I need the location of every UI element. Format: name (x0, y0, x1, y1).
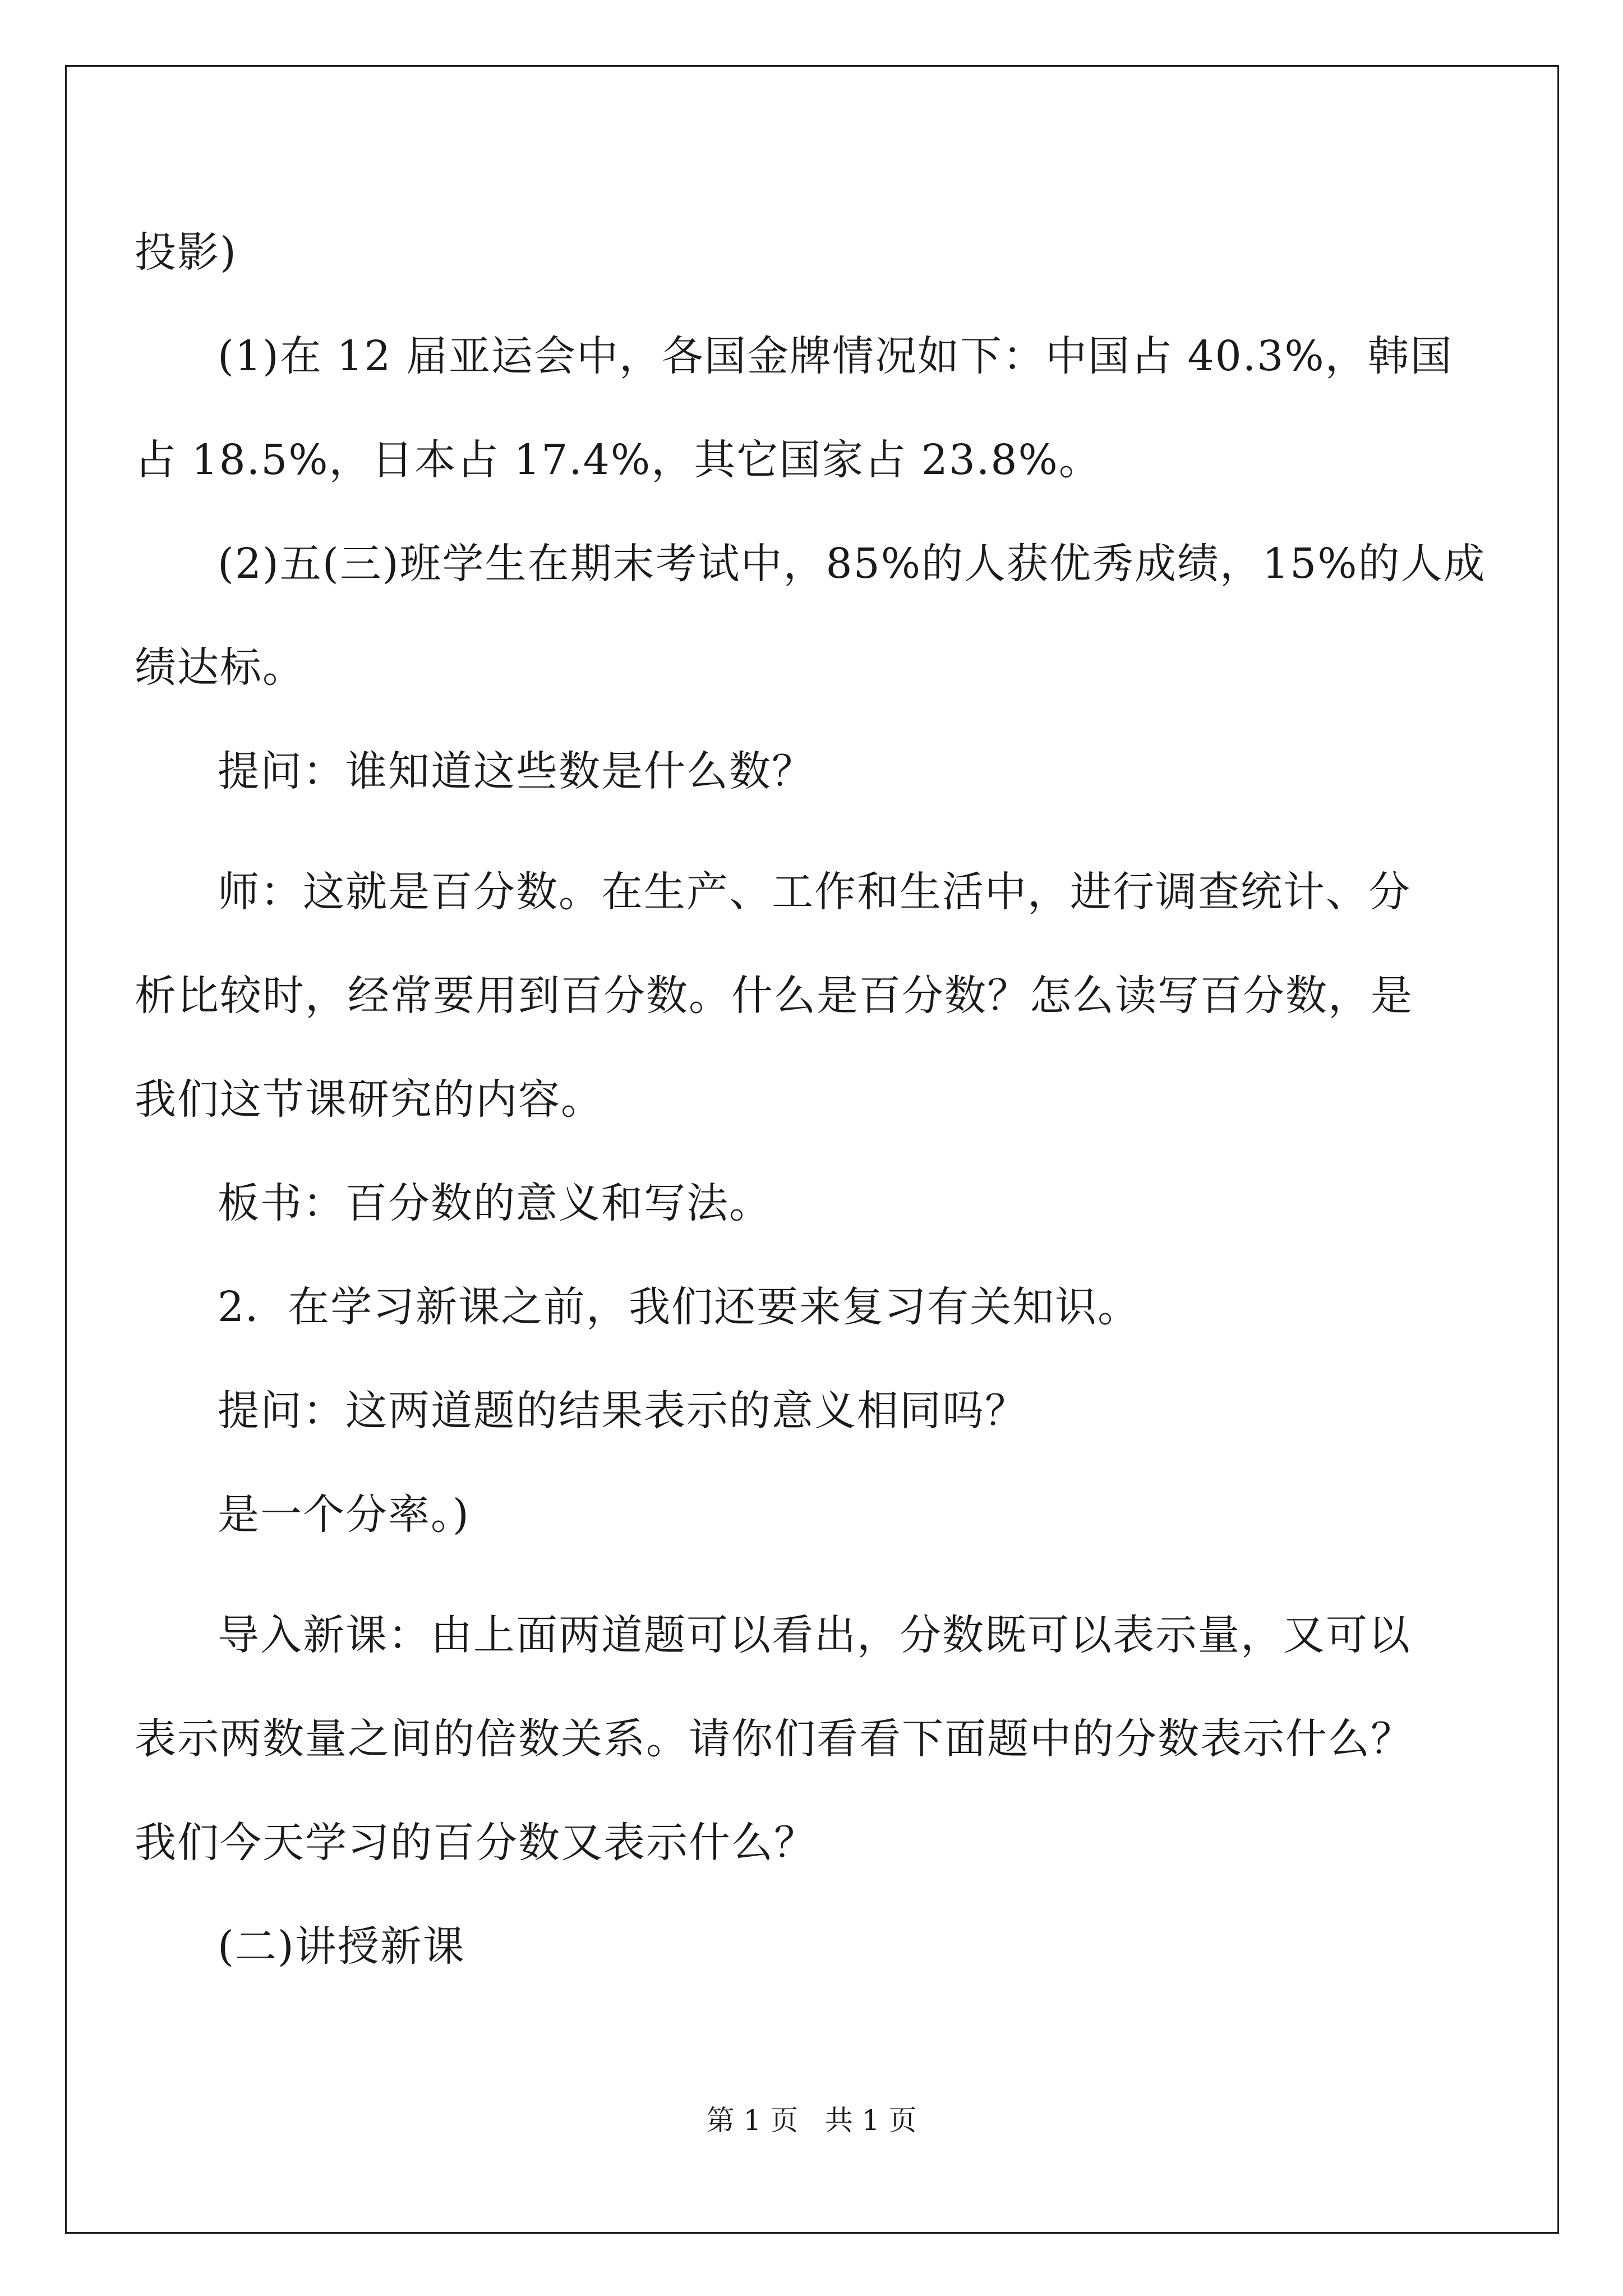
text-line: 提问：这两道题的结果表示的意义相同吗？ (218, 1387, 1027, 1435)
text-line: 我们这节课研究的内容。 (135, 1075, 603, 1124)
text-line: 师：这就是百分数。在生产、工作和生活中，进行调查统计、分 (218, 868, 1411, 916)
page-number-footer: 第 1 页 共 1 页 (706, 2104, 917, 2137)
text-line: (2)五(三)班学生在期末考试中，85%的人获优秀成绩，15%的人成 (218, 540, 1486, 588)
text-line: (1)在 12 届亚运会中，各国金牌情况如下：中国占 40.3%，韩国 (218, 332, 1453, 380)
text-line: (二)讲授新课 (218, 1922, 465, 1971)
text-line: 表示两数量之间的倍数关系。请你们看看下面题中的分数表示什么？ (135, 1715, 1413, 1763)
text-line: 板书：百分数的意义和写法。 (218, 1179, 772, 1227)
text-line: 2．在学习新课之前，我们还要来复习有关知识。 (218, 1283, 1141, 1331)
text-line: 导入新课：由上面两道题可以看出，分数既可以表示量，又可以 (218, 1611, 1411, 1659)
text-line: 是一个分率。) (218, 1490, 470, 1539)
page-border (65, 65, 1559, 2234)
text-line: 我们今天学习的百分数又表示什么？ (135, 1819, 817, 1867)
text-line: 绩达标。 (135, 643, 305, 692)
text-line: 提问：谁知道这些数是什么数？ (218, 747, 814, 795)
text-line: 占 18.5%，日本占 17.4%，其它国家占 23.8%。 (135, 436, 1101, 484)
text-line: 投影) (135, 228, 237, 277)
text-line: 析比较时，经常要用到百分数。什么是百分数？怎么读写百分数，是 (135, 972, 1413, 1020)
